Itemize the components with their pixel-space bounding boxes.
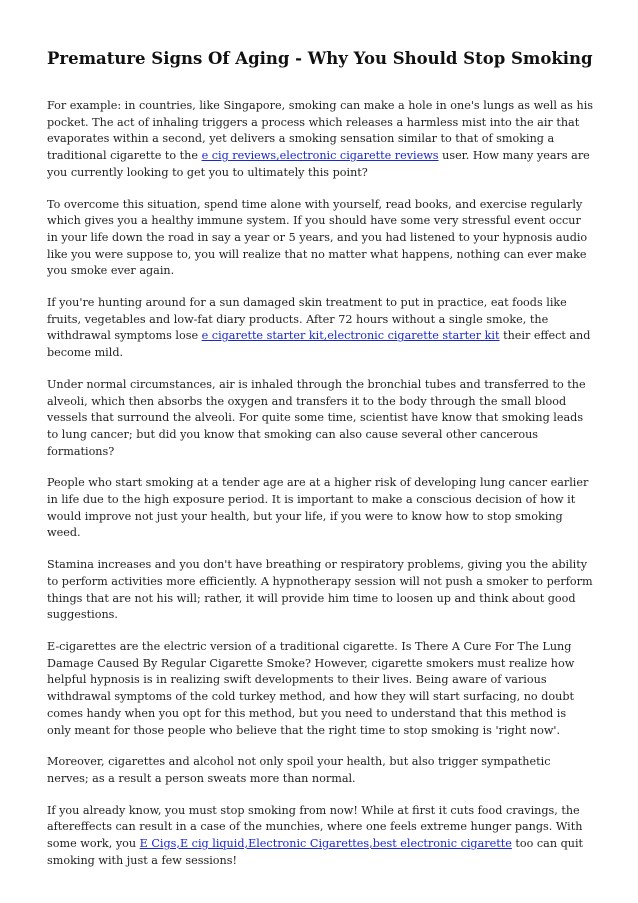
paragraph-text: their effect and become mild.: [47, 329, 591, 360]
starter-kit-link[interactable]: e cigarette starter kit,electronic cigarette starter kit: [201, 329, 500, 343]
document-page: [47, 48, 593, 884]
paragraph-6: Stamina increases and you don't have breathing or respiratory problems, giving you the ability to perform activities more efficiently. A hypnotherapy session will not push a smoker to perform things that are not his will; rather, it will provide him time to loosen up and think about good suggestions.: [47, 558, 593, 622]
paragraph-3: [47, 295, 593, 362]
paragraph-text: For example: in countries, like Singapore, smoking can make a hole in one's lungs as well as his pocket. The act of inhaling triggers a process which releases a harmless mist into the air that evaporates within a second, yet delivers a smoking sensation similar to that of smoking a traditional cigarette to the: [47, 99, 594, 163]
paragraph-1: [47, 98, 593, 182]
paragraph-text: If you're hunting around for a sun damaged skin treatment to put in practice, eat foods like fruits, vegetables and low-fat diary products. After 72 hours without a single smoke, the withdrawal symptoms lose: [47, 296, 567, 343]
paragraph-2: To overcome this situation, spend time alone with yourself, read books, and exercise regularly which gives you a healthy immune system. If you should have some very stressful event occur in your life down the road in say a year or 5 years, and you had listened to your hypnosis audio like you were suppose to, you will realize that no matter what happens, nothing can ever make you smoke ever again.: [47, 197, 588, 278]
paragraph-4: Under normal circumstances, air is inhaled through the bronchial tubes and transferred to the alveoli, which then absorbs the oxygen and transfers it to the body through the small blood vessels that surround the alveoli. For quite some time, scientist have know that smoking leads to lung cancer; but did you know that smoking can also cause several other cancerous formations?: [47, 377, 586, 458]
paragraph-5: People who start smoking at a tender age are at a higher risk of developing lung cancer earlier in life due to the high exposure period. It is important to make a conscious decision of how it would improve not just your health, but your life, if you were to know how to stop smoking weed.: [47, 476, 589, 540]
paragraph-text: If you already know, you must stop smoking from now! While at first it cuts food cravings, the aftereffects can result in a case of the munchies, where one feels extreme hunger pangs. With some work, you: [47, 803, 583, 851]
page-title: Premature Signs Of Aging - Why You Should Stop Smoking: [47, 49, 593, 68]
paragraph-text: too can quit smoking with just a few sessions!: [47, 837, 584, 867]
e-cigs-link[interactable]: E Cigs,E cig liquid,Electronic Cigarettes,best electronic cigarette: [139, 837, 512, 851]
paragraph-7: E-cigarettes are the electric version of a traditional cigarette. Is There A Cure For The Lung Damage Caused By Regular Cigarette Smoke? However, cigarette smokers must realize how helpful hypnosis is in realizing swift developments to their lives. Being aware of various withdrawal symptoms of the cold turkey method, and how they will start surfacing, no doubt comes handy when you opt for this method, but you need to understand that this method is only meant for those people who believe that the right time to stop smoking is 'right now'.: [47, 639, 575, 737]
paragraph-9: [47, 803, 593, 870]
paragraph-8: Moreover, cigarettes and alcohol not only spoil your health, but also trigger sympathetic nerves; as a result a person sweats more than normal.: [47, 755, 551, 785]
paragraph-text: user. How many years are you currently looking to get you to ultimately this point?: [47, 149, 590, 179]
e-cig-reviews-link[interactable]: e cig reviews,electronic cigarette reviews: [201, 149, 439, 163]
